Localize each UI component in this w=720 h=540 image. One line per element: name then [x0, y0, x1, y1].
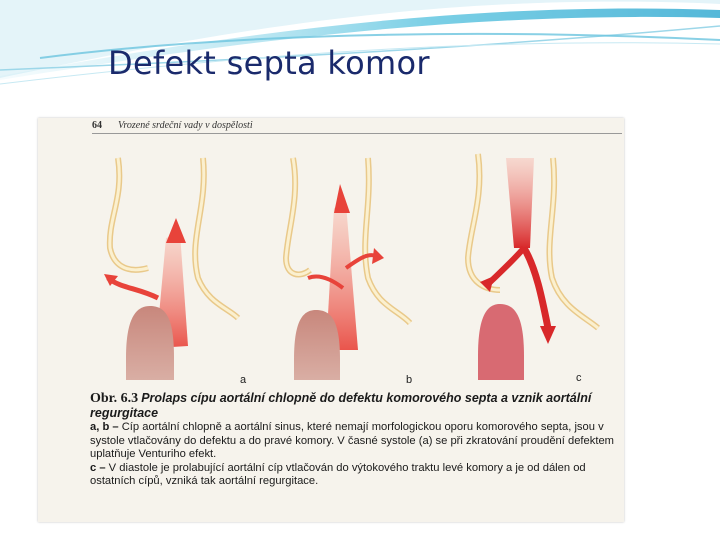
panel-a	[104, 158, 238, 380]
page-number: 64	[92, 120, 102, 131]
panel-label-c: c	[576, 372, 582, 384]
anatomy-illustration	[38, 118, 624, 398]
panel-label-b: b	[406, 374, 413, 386]
caption-part-c-lead: c –	[90, 461, 106, 474]
panel-c	[468, 154, 598, 380]
caption-part-c-text: V diastole je prolabující aortální cíp vtlačován do výtokového traktu levé komory a je od dálen od ostatních cípů, vzniká tak aortální regurgitace.	[90, 461, 586, 487]
running-head-text: Vrozené srdeční vady v dospělosti	[118, 120, 253, 131]
caption-part-ab-text: Cíp aortální chlopně a aortální sinus, které nemají morfologickou oporu komorového septa, jsou v systole vtlačovány do defektu a do pravé komory. V časné systole (a) se při zkratování proudění defektem uplatňuje Venturiho efekt.	[90, 421, 615, 460]
scanned-figure	[38, 118, 624, 522]
figure-number: Obr. 6.3	[90, 391, 139, 406]
figure-caption	[90, 392, 624, 489]
panel-b	[286, 158, 410, 380]
caption-part-ab-lead: a, b –	[90, 421, 119, 433]
slide-title: Defekt septa komor	[108, 44, 430, 82]
panel-label-a: a	[240, 374, 247, 386]
figure-title: Prolaps cípu aortální chlopně do defektu komorového septa a vznik aortální regurgitace	[90, 391, 592, 420]
